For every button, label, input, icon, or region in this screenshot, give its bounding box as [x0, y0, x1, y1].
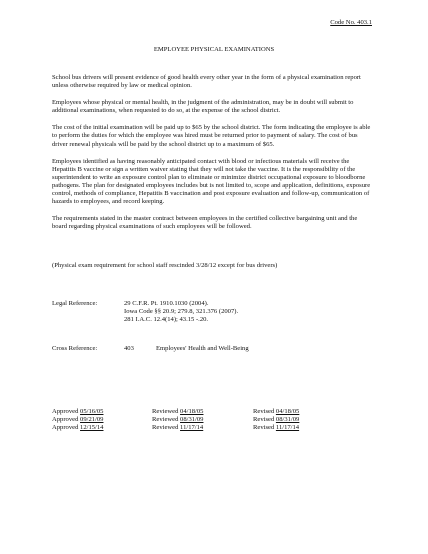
cross-reference [52, 345, 382, 353]
legal-reference-line: 29 C.F.R. Pt. 1910.1030 (2004). [124, 300, 209, 307]
approval-row [52, 408, 382, 416]
reviewed-date: 11/17/14 [180, 424, 204, 432]
paragraph-master-contract: The requirements stated in the master contract between employees in the certified collective bargaining unit and the board regarding physical examinations of such employees will be followed. [52, 215, 358, 231]
paragraph-exam-cost: The cost of the initial examination will be paid up to $65 by the school district. The form indicating the employee is able to perform the duties for which the employee was hired must be returned prior to payment of salary. The cost of bus driver renewal physicals will be paid by the school district up to a maximum of $65. [52, 124, 371, 148]
approval-history [52, 408, 382, 432]
revised-date: 08/31/09 [275, 416, 300, 424]
approved-date: 12/15/14 [80, 424, 104, 432]
revised-label: Revised [253, 416, 275, 424]
approval-row [52, 424, 382, 432]
paragraph-hepatitis-b: Employees identified as having reasonably anticipated contact with blood or infectious materials will receive the Hepatitis B vaccine or sign a written waiver stating that they will not take the vaccine. It is the responsibility of the superintendent to write an exposure control plan to eliminate or minimize district occupational exposure to bloodborne pathogens. The plan for designated employees includes but is not limited to, scope and application, definitions, exposure control, methods of compliance, Hepatitis B vaccination and post exposure evaluation and follow-up, communication of hazards to employees, and record keeping. [52, 157, 371, 206]
page-title: EMPLOYEE PHYSICAL EXAMINATIONS [153, 46, 275, 53]
approved-date: 09/21/09 [80, 416, 104, 424]
reviewed-date: 04/18/05 [180, 408, 204, 415]
revised-label: Revised [253, 408, 275, 415]
cross-reference-label: Cross Reference: [52, 345, 98, 352]
revised-date: 04/18/05 [275, 408, 300, 415]
legal-reference [52, 300, 382, 324]
legal-reference-line: 281 I.A.C. 12.4(14); 43.15 -.20. [124, 316, 209, 324]
cross-reference-title: Employees' Health and Well-Being [156, 345, 249, 352]
policy-body [52, 74, 372, 240]
paragraph-bus-drivers: School bus drivers will present evidence of good health every other year in the form of a physical examination report unless otherwise required by law or medical opinion. [52, 74, 361, 90]
reviewed-label: Reviewed [152, 424, 179, 432]
approved-label: Approved [52, 416, 79, 424]
reviewed-date: 08/31/09 [180, 416, 204, 424]
code-number: Code No. 403.1 [330, 19, 372, 26]
reviewed-label: Reviewed [152, 416, 179, 424]
approved-label: Approved [52, 408, 79, 415]
reviewed-label: Reviewed [152, 408, 179, 415]
legal-reference-label: Legal Reference: [52, 300, 98, 307]
legal-reference-line: Iowa Code §§ 20.9; 279.8, 321.376 (2007). [124, 308, 239, 316]
approved-label: Approved [52, 424, 79, 432]
revised-label: Revised [253, 424, 275, 432]
cross-reference-number: 403 [124, 345, 134, 352]
rescinded-note: (Physical exam requirement for school staff rescinded 3/28/12 except for bus drivers) [52, 262, 278, 269]
revised-date: 11/17/14 [275, 424, 300, 432]
approved-date: 05/16/05 [80, 408, 104, 415]
approval-row [52, 416, 382, 424]
paragraph-additional-exams: Employees whose physical or mental health, in the judgment of the administration, may be in doubt will submit to additional examinations, when requested to do so, at the expense of the school district. [52, 99, 354, 115]
